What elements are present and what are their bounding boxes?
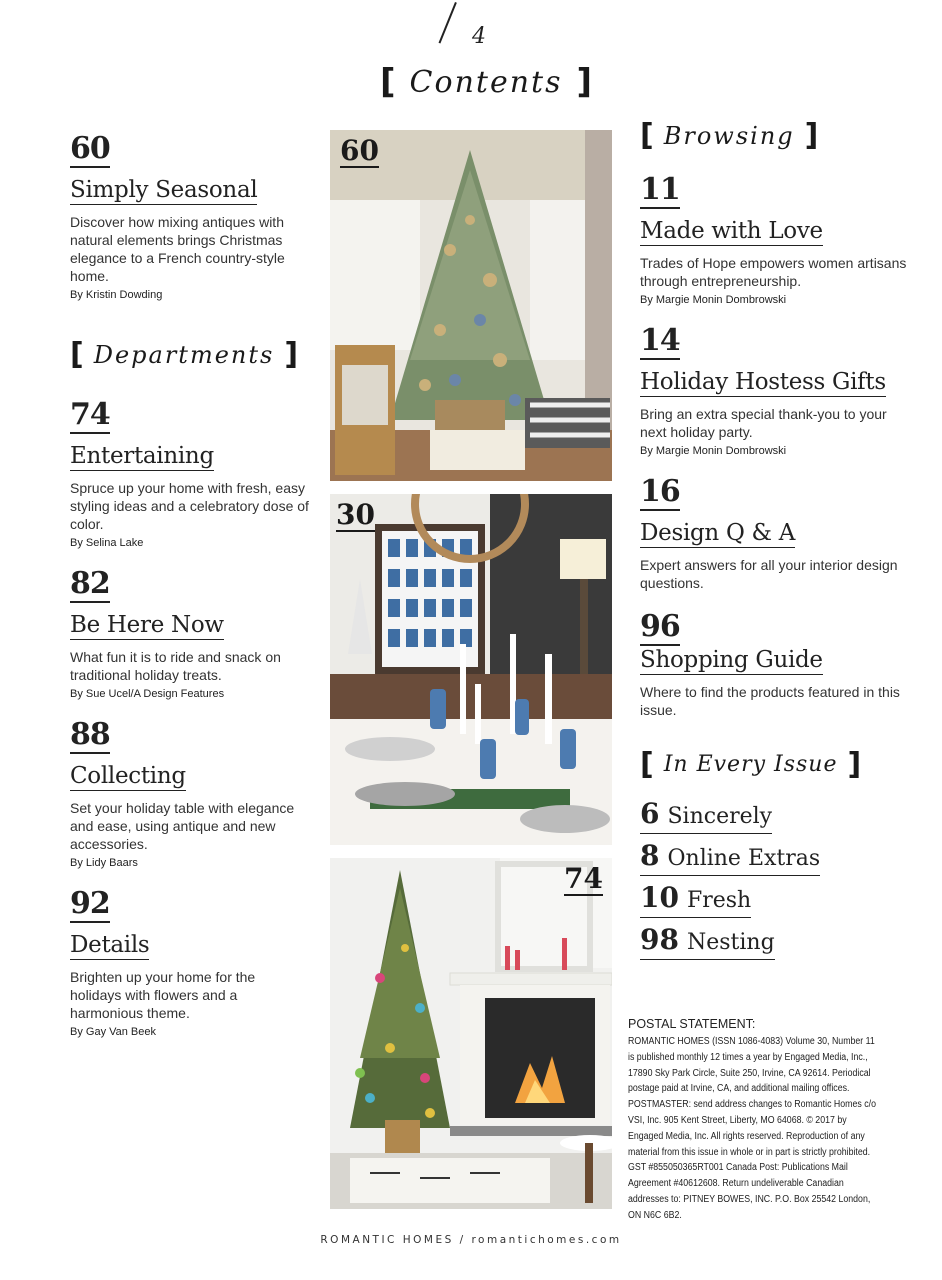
photo-page-badge: 60 [340,134,379,167]
entry-byline: By Lidy Baars [70,857,138,869]
entry-page-number: 74 [70,397,110,432]
photo-christmas-tree[interactable] [330,130,612,481]
every-issue-item[interactable] [640,840,820,876]
page-number-slash [439,2,457,44]
entry-description: Discover how mixing antiques with natural elements brings Christmas elegance to a French country-style home. [70,214,285,284]
issue-label: Sincerely [667,804,773,829]
department-entry[interactable] [70,567,310,700]
bracket-left: [ [640,747,654,782]
browsing-heading [640,118,910,153]
departments-title: Departments [93,340,275,369]
feature-entry[interactable] [70,132,310,301]
every-issue-item[interactable] [640,882,751,918]
entry-byline: By Gay Van Beek [70,1026,157,1038]
entry-title[interactable]: Collecting [70,763,186,789]
entry-title[interactable]: Details [70,932,150,958]
department-entry[interactable] [70,887,310,1038]
entry-description: Spruce up your home with fresh, easy styling ideas and a celebratory dose of color. [70,480,309,532]
photo-page-badge: 30 [336,498,375,531]
bracket-right: ] [284,337,299,372]
entry-byline: By Sue Ucel/A Design Features [70,688,225,700]
entry-title[interactable]: Entertaining [70,443,214,469]
entry-byline: By Margie Monin Dombrowski [640,294,787,306]
issue-label: Nesting [686,930,775,955]
bracket-left: [ [380,62,396,102]
entry-page-number: 60 [70,131,110,166]
issue-page-number: 10 [640,881,679,914]
entry-title[interactable]: Design Q & A [640,520,796,546]
entry-title[interactable]: Be Here Now [70,612,224,638]
browsing-title: Browsing [663,121,795,150]
entry-description: Expert answers for all your interior design questions. [640,557,898,591]
entry-page-number: 88 [70,717,110,752]
browsing-entry[interactable] [640,475,910,592]
entry-page-number: 16 [640,474,680,509]
entry-byline: By Margie Monin Dombrowski [640,445,787,457]
entry-page-number: 82 [70,566,110,601]
entry-page-number: 11 [640,172,680,207]
every-issue-heading [640,747,910,782]
left-column [70,132,310,1038]
department-entry[interactable] [70,718,310,869]
browsing-entry[interactable] [640,173,910,306]
issue-page-number: 98 [640,923,679,956]
page-footer: ROMANTIC HOMES / romantichomes.com [320,1234,622,1246]
fireplace-illustration [330,858,612,1209]
issue-label: Fresh [686,888,752,913]
issue-page-number: 8 [640,839,660,872]
entry-title[interactable]: Shopping Guide [640,647,823,673]
photo-fireplace[interactable] [330,858,612,1209]
entry-description: What fun it is to ride and snack on traditional holiday treats. [70,649,281,683]
issue-label: Online Extras [667,846,821,871]
entry-description: Trades of Hope empowers women artisans through entrepreneurship. [640,255,907,289]
christmas-tree-illustration [330,130,612,481]
entry-byline: By Selina Lake [70,537,144,549]
contents-heading [380,62,592,102]
departments-heading [70,337,310,372]
every-issue-title: In Every Issue [663,752,838,777]
bracket-left: [ [70,337,84,372]
browsing-entry[interactable] [640,324,910,457]
browsing-entry[interactable] [640,610,910,719]
entry-page-number: 92 [70,886,110,921]
table-setting-illustration [330,494,612,845]
page-number: 4 [472,24,486,49]
entry-description: Set your holiday table with elegance and ease, using antique and new accessories. [70,800,295,852]
entry-description: Where to find the products featured in this issue. [640,684,900,718]
entry-title[interactable]: Simply Seasonal [70,177,258,203]
entry-title[interactable]: Made with Love [640,218,823,244]
entry-byline: By Kristin Dowding [70,289,163,301]
contents-title: Contents [409,64,563,100]
entry-page-number: 14 [640,323,680,358]
bracket-right: ] [804,118,819,153]
bracket-right: ] [847,747,862,782]
every-issue-item[interactable] [640,924,775,960]
postal-statement [628,1017,878,1224]
entry-title[interactable]: Holiday Hostess Gifts [640,369,886,395]
entry-description: Brighten up your home for the holidays with flowers and a harmonious theme. [70,969,256,1021]
entry-page-number: 96 [640,609,680,644]
issue-page-number: 6 [640,797,660,830]
bracket-right: ] [576,62,593,102]
postal-heading: POSTAL STATEMENT: [628,1017,756,1031]
every-issue-item[interactable] [640,798,772,834]
postal-body: ROMANTIC HOMES (ISSN 1086-4083) Volume 30, Number 11 is published monthly 12 times a year by Engaged Media, Inc., 17890 Sky Park Circle, Suite 250, Irvine, CA 92614. Periodical postage paid at Irvine, CA, and additional mailing offices. POSTMASTER: send address changes to Romantic Homes c/o VSI, Inc. 905 Kent Street, Liberty, MO 64068. © 2017 by Engaged Media, Inc. All rights reserved. Reproduction of any material from this issue in whole or in part is strictly prohibited. GST #855050365RT001 Canada Post: Publications Mail Agreement #40612608. Return undeliverable Canadian addresses to: PITNEY BOWES, INC. P.O. Box 25542 London, ON N6C 6B2. [628,1036,876,1221]
photo-table-setting[interactable] [330,494,612,845]
right-column [640,118,910,966]
photo-page-badge: 74 [564,862,603,895]
entry-description: Bring an extra special thank-you to your next holiday party. [640,406,887,440]
department-entry[interactable] [70,398,310,549]
bracket-left: [ [640,118,654,153]
